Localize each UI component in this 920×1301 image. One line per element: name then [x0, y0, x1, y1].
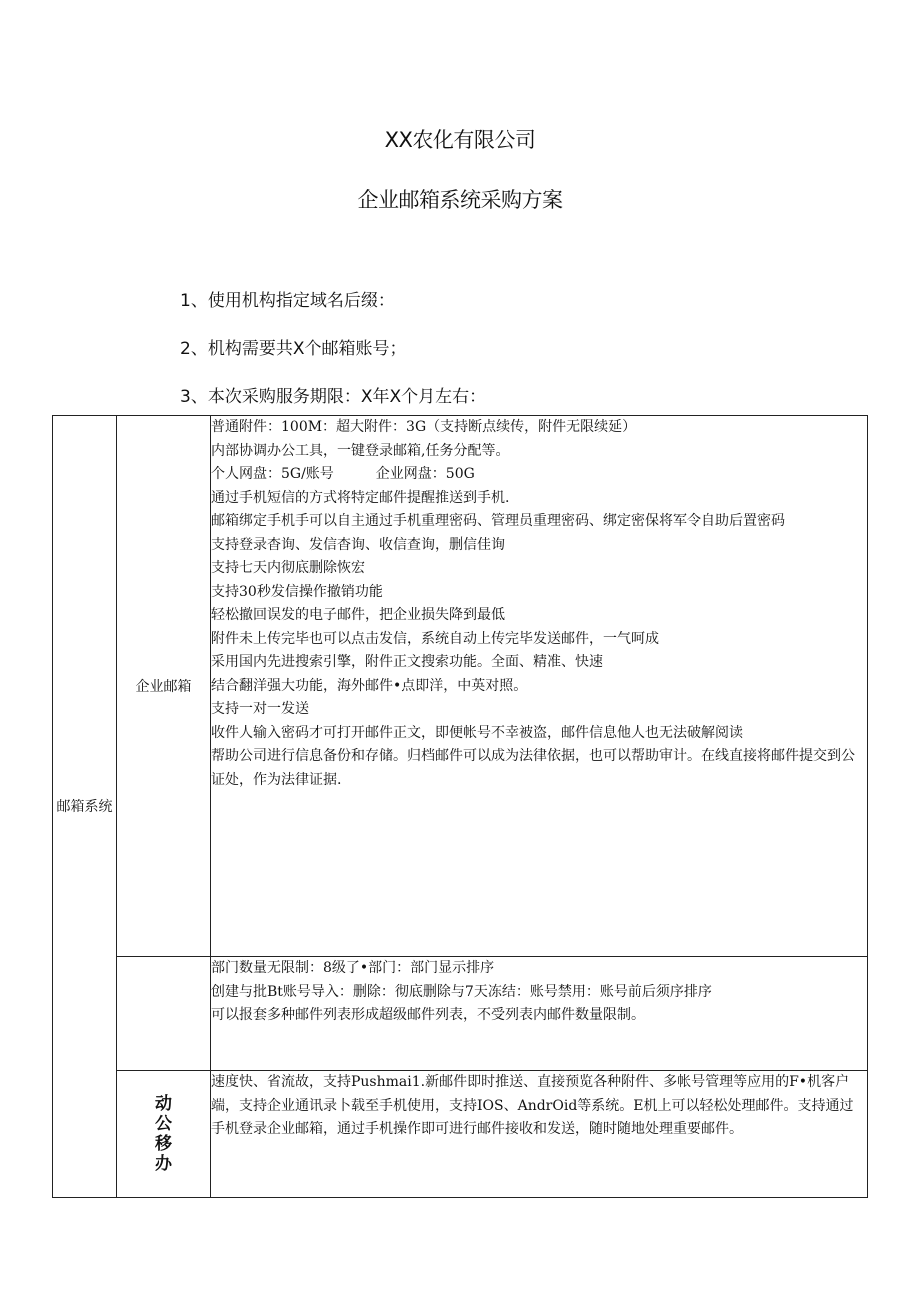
feature-line: 支持30秒发信操作撤销功能 [211, 583, 383, 600]
requirement-item: 1、使用机构指定域名后缀： [180, 291, 395, 311]
category-cell [53, 416, 117, 1198]
feature-line: 部门数量无限制：8级了•部门：部门显示排序 [211, 960, 495, 976]
feature-line: 个人网盘：5G/账号 企业网盘：50G [211, 466, 475, 482]
category-label: 邮箱系统 [56, 798, 113, 815]
row-content-enterprise-mail [211, 416, 868, 957]
requirement-item: 3、本次采购服务期限：X年X个月左右： [180, 387, 487, 407]
row-label-enterprise-mail: 企业邮箱 [135, 679, 192, 695]
feature-line: 邮箱绑定手机手可以自主通过手机重理密码、管理员重理密码、绑定密保将军令自助后置密码 [211, 513, 785, 529]
feature-line: 附件未上传完毕也可以点击发信，系统自动上传完毕发送邮件，一气呵成 [211, 630, 659, 647]
feature-line: 支持一对一发送 [211, 701, 309, 717]
row-content-management [211, 957, 868, 1071]
row-label-cell [117, 416, 211, 957]
row-label-cell [117, 957, 211, 1071]
feature-line: 内部协调办公工具，一键登录邮箱,任务分配等。 [211, 442, 510, 459]
feature-line: 创建与批Bt账号导入：删除：彻底删除与7天冻结：账号禁用：账号前后须序排序 [211, 983, 712, 1000]
feature-line: 收件人输入密码才可打开邮件正文，即便帐号不幸被盗，邮件信息他人也无法破解阅读 [211, 724, 743, 741]
feature-line: 速度快、省流故，支持Pushmai1.新邮件即时推送、直接预览各种附件、多帐号管理等应用的F•机客户端，支持企业通讯录卜载至手机使用，支持IOS、AndrOid等系统。E机上可以轻松处理邮件。支持通过手机登录企业邮箱，通过手机操作即可进行邮件接收和发送，随时随地处理重要邮件。 [211, 1074, 854, 1137]
feature-line: 采用国内先进搜索引擎，附件正文搜索功能。全面、精准、快速 [211, 654, 603, 670]
document-title: 企业邮箱系统采购方案 [357, 188, 563, 212]
feature-line: 普通附件：100M：超大附件：3G（支持断点续传，附件无限续延） [211, 419, 637, 435]
row-label-mobile-office: 动公移办 [155, 1094, 172, 1174]
feature-line: 可以报套多种邮件列表形成超级邮件列表，不受列表内邮件数量限制。 [211, 1007, 645, 1023]
feature-line: 结合翻洋强大功能，海外邮件•点即洋，中英对照。 [211, 677, 528, 694]
spec-table [52, 415, 868, 1198]
feature-line: 轻松撤回误发的电子邮件，把企业损失降到最低 [211, 607, 505, 623]
requirement-item: 2、机构需要共X个邮箱账号； [180, 339, 407, 359]
row-label-cell [117, 1071, 211, 1198]
feature-line: 帮助公司进行信息备份和存储。归档邮件可以成为法律依据，也可以帮助审计。在线直接将邮件提交到公证处，作为法律证据. [211, 748, 855, 788]
feature-line: 通过手机短信的方式将特定邮件提醒推送到手机. [211, 489, 510, 506]
feature-line: 支持登录杳询、发信杳询、收信查询，删信佳询 [211, 536, 505, 553]
company-name: XX农化有限公司 [384, 128, 536, 152]
feature-line: 支持七天内彻底删除恢宏 [211, 560, 365, 576]
row-content-mobile-office [211, 1071, 868, 1198]
